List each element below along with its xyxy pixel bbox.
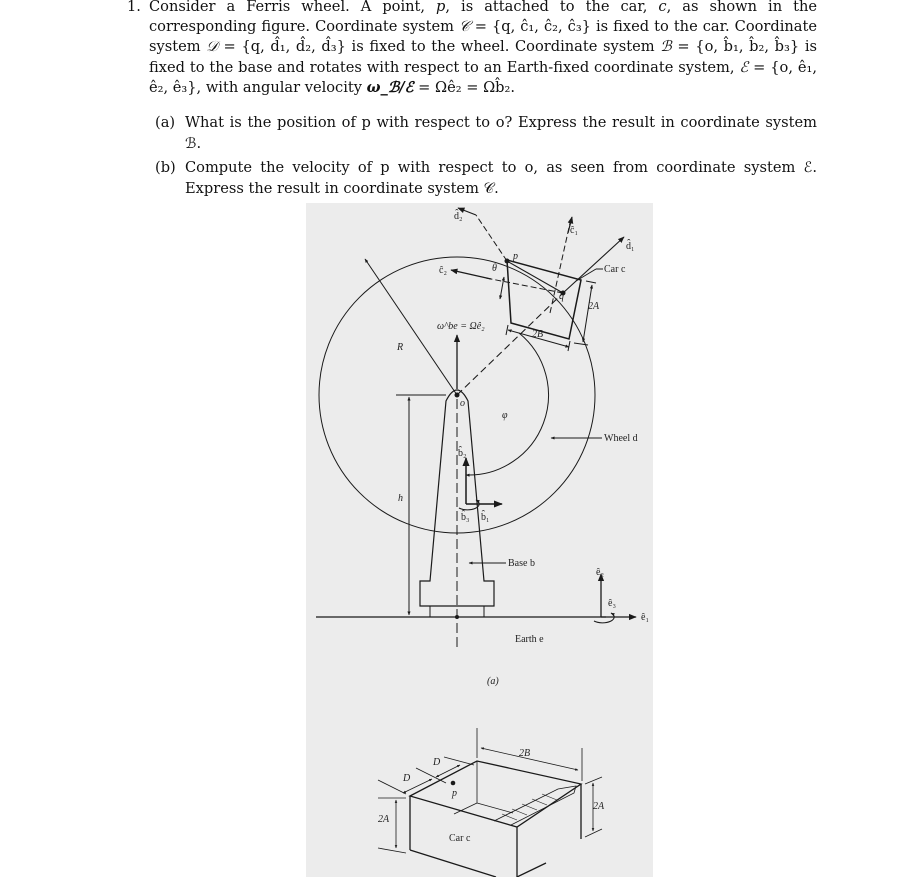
part-a-text: What is the position of p with respect to o? Express the result in coordinate system ℬ. bbox=[185, 114, 817, 152]
intro-text: = {q, d̂₁, d̂₂, d̂₃} is fixed to the wheel. Coordinate system bbox=[217, 38, 661, 56]
problem-parts bbox=[155, 113, 817, 203]
var-c: c bbox=[658, 0, 667, 15]
car-2A-left-label: 2A bbox=[378, 814, 390, 825]
intro-text: = {o, b̂₁, b̂₂, b̂₃} is fixed to the base and rotates with respect to an Earth-fixed coordinate system, bbox=[149, 38, 817, 76]
wheel-label: Wheel d bbox=[604, 433, 638, 444]
earth-label: Earth e bbox=[515, 634, 544, 645]
intro-text: = {q, ĉ₁, ĉ₂, ĉ₃} is fixed to the car. Coordinate system bbox=[149, 18, 817, 56]
2A-dimension bbox=[583, 285, 592, 342]
2B-label: 2B bbox=[532, 329, 544, 340]
coord-system-D: 𝒟 bbox=[206, 38, 218, 56]
intro-text: , as shown in the corresponding figure. Coordinate system bbox=[149, 0, 818, 36]
car-2A-right-label: 2A bbox=[593, 801, 605, 812]
point-p bbox=[505, 259, 510, 264]
coord-system-B: ℬ bbox=[660, 38, 672, 56]
intro-text: = Ωê₂ = Ωb̂₂. bbox=[413, 78, 515, 96]
point-o bbox=[455, 393, 460, 398]
car-box bbox=[507, 260, 581, 339]
b3-label: b̂₃ bbox=[461, 512, 470, 523]
o-label: o bbox=[460, 398, 465, 409]
omega-label: ω^be = Ωê₂ bbox=[437, 321, 485, 332]
problem-intro bbox=[149, 0, 817, 98]
c2-arrow bbox=[451, 270, 491, 279]
coord-system-C: 𝒞 bbox=[459, 18, 470, 36]
theta-label: θ bbox=[492, 263, 497, 274]
var-p: p bbox=[436, 0, 446, 15]
part-b-text: Compute the velocity of p with respect to o, as seen from coordinate system ℰ. Express the result in coordinate system 𝒞. bbox=[185, 159, 817, 197]
part-a-label: (a) bbox=[155, 114, 176, 131]
e3-rotation bbox=[594, 613, 614, 623]
car-detail-drawing bbox=[378, 728, 602, 877]
problem-number: 1. bbox=[127, 0, 141, 15]
car-p-label: p bbox=[452, 788, 457, 799]
car-label: Car c bbox=[604, 264, 626, 275]
angular-velocity-symbol: ω_ℬ/ℰ bbox=[366, 78, 414, 96]
coord-system-E: ℰ bbox=[739, 58, 749, 76]
phi-arc bbox=[466, 333, 548, 475]
base-label: Base b bbox=[508, 558, 535, 569]
part-a bbox=[155, 113, 817, 154]
car-2B-label: 2B bbox=[519, 748, 531, 759]
problem-statement bbox=[127, 0, 817, 98]
figure-caption: (a) bbox=[487, 676, 499, 687]
part-b-label: (b) bbox=[155, 159, 176, 176]
d2-label: d̂₂ bbox=[454, 211, 463, 222]
intro-text: , is attached to the car, bbox=[445, 0, 659, 15]
q-label: q bbox=[559, 291, 564, 302]
b2-label: b̂₂ bbox=[458, 448, 467, 459]
car-c-label: Car c bbox=[449, 833, 471, 844]
car-top-rim bbox=[410, 761, 581, 827]
car-point-p bbox=[451, 781, 456, 786]
car-D-top-label: D bbox=[433, 757, 441, 768]
intro-text: = {o, ê₁, ê₂, ê₃}, with angular velocity bbox=[149, 58, 817, 96]
e2-label: ê₂ bbox=[596, 567, 604, 578]
ferris-wheel-figure bbox=[306, 203, 653, 877]
b3-rotation bbox=[459, 500, 479, 510]
p-label: p bbox=[513, 251, 518, 262]
c2-label: ĉ₂ bbox=[439, 265, 447, 276]
e1-label: ê₁ bbox=[641, 612, 649, 623]
phi-label: φ bbox=[502, 410, 508, 421]
b1-label: b̂₁ bbox=[481, 512, 490, 523]
part-b bbox=[155, 158, 817, 199]
car-D-left-label: D bbox=[403, 773, 411, 784]
intro-text: Consider a Ferris wheel. A point, bbox=[149, 0, 437, 15]
figure-drawing bbox=[306, 203, 653, 877]
c1-label: ĉ₁ bbox=[570, 225, 578, 236]
d1-label: d̂₁ bbox=[626, 241, 635, 252]
2A-label: 2A bbox=[588, 301, 600, 312]
R-label: R bbox=[397, 342, 404, 353]
e3-label: ê₃ bbox=[608, 598, 616, 609]
h-label: h bbox=[398, 493, 403, 504]
